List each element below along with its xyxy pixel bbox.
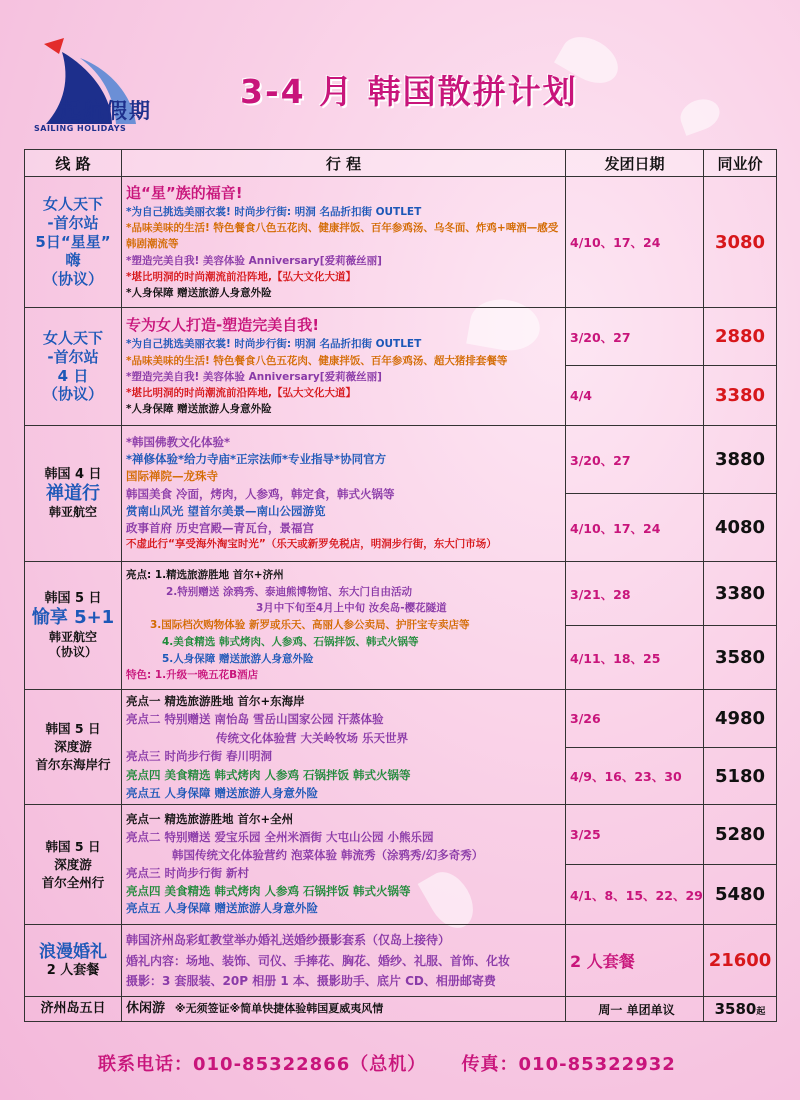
itinerary-line: 亮点四 美食精选 韩式烤肉 人参鸡 石锅拌饭 韩式火锅等 xyxy=(126,883,411,898)
itinerary-cell xyxy=(122,997,566,1022)
itinerary-line: 韩国传统文化体验营约 泡菜体验 韩流秀（涂鸦秀/幻多奇秀） xyxy=(172,848,484,863)
itinerary-line: 亮点三 时尚步行街 新村 xyxy=(126,865,250,880)
fax-label: 传真： xyxy=(461,1054,519,1075)
price-value: 2880 xyxy=(704,308,777,366)
itinerary-line: 传统文化体验营 大关岭牧场 乐天世界 xyxy=(216,730,409,745)
route-line: -首尔站 xyxy=(47,213,99,232)
itinerary-line: *人身保障 赠送旅游人身意外险 xyxy=(126,403,272,416)
route-cell xyxy=(25,562,122,690)
route-line: -首尔站 xyxy=(47,347,99,366)
itinerary-cell xyxy=(122,925,566,997)
route-line: （协议） xyxy=(42,270,103,289)
itinerary-line: 亮点四 美食精选 韩式烤肉 人参鸡 石锅拌饭 韩式火锅等 xyxy=(126,767,411,782)
table-row xyxy=(25,177,777,308)
petal-decoration xyxy=(676,94,724,136)
itinerary-line: 政事首府 历史宫殿—青瓦台，景福宫 xyxy=(126,521,315,536)
route-cell xyxy=(25,805,122,925)
itinerary-line: 亮点一 精选旅游胜地 首尔+全州 xyxy=(126,812,294,827)
route-line: 韩亚航空 xyxy=(48,629,97,644)
price-value: 3580 xyxy=(714,1000,757,1019)
price-value: 4980 xyxy=(704,690,777,748)
itinerary-cell xyxy=(122,426,566,562)
itinerary-line: *为自己挑选美丽衣裳! 时尚步行街: 明洞 名品折扣街 OUTLET xyxy=(126,205,422,218)
price-value: 21600 xyxy=(704,925,777,997)
route-line: 5日“星星” xyxy=(35,232,111,251)
itinerary-line: *人身保障 赠送旅游人身意外险 xyxy=(126,287,272,300)
route-cell xyxy=(25,426,122,562)
contact-footer xyxy=(98,1050,676,1076)
itinerary-line: 亮点二 特别赠送 南怡岛 雪岳山国家公园 汗蒸体验 xyxy=(126,712,384,727)
departure-date: 3/26 xyxy=(566,690,704,748)
itinerary-line: 亮点一 精选旅游胜地 首尔+东海岸 xyxy=(126,694,305,708)
route-line: 韩国 5 日 xyxy=(45,838,101,854)
itinerary-line: 婚礼内容：场地、装饰、司仪、手捧花、胸花、婚纱、礼服、首饰、化妆 xyxy=(126,953,511,968)
route-line: 首尔东海岸行 xyxy=(35,757,111,773)
itinerary-line: 韩国美食 冷面，烤肉，人参鸡，韩定食，韩式火锅等 xyxy=(126,486,395,501)
itinerary-line: *品味美味的生活! 特色餐食八色五花肉、健康拌饭、百年参鸡汤、乌冬面、炸鸡+啤酒—感受韩剧潮流等 xyxy=(126,221,559,251)
itinerary-headline: 追“星”族的福音! xyxy=(126,183,243,202)
itinerary-line: 3.国际档次购物体验 新罗或乐天、高丽人参公卖局、护肝宝专卖店等 xyxy=(150,619,470,632)
itinerary-line: *为自己挑选美丽衣裳! 时尚步行街: 明洞 名品折扣街 OUTLET xyxy=(126,338,422,351)
itinerary-line: *堪比明洞的时尚潮流前沿阵地,【弘大文化大道】 xyxy=(126,270,356,283)
departure-date: 4/10、17、24 xyxy=(566,177,704,308)
table-row xyxy=(25,690,777,748)
itinerary-line: 不虚此行“享受海外淘宝时光”（乐天或新罗免税店，明洞步行街，东大门市场） xyxy=(126,538,497,551)
departure-date: 4/9、16、23、30 xyxy=(566,747,704,805)
tel-label: 联系电话： xyxy=(98,1054,193,1075)
table-row xyxy=(25,426,777,494)
itinerary-line: *塑造完美自我! 美容体验 Anniversary[爱莉薇丝丽] xyxy=(126,254,382,267)
itinerary-cell xyxy=(122,805,566,925)
route-line: （协议） xyxy=(48,644,97,659)
route-cell xyxy=(25,177,122,308)
itinerary-line: 摄影：3 套服装、20P 相册 1 本、摄影助手、底片 CD、相册邮寄费 xyxy=(126,974,496,989)
itinerary-line: 韩国济州岛彩虹教堂举办婚礼送婚纱摄影套系（仅岛上接待） xyxy=(126,933,451,948)
route-cell xyxy=(25,690,122,805)
header-price: 同业价 xyxy=(704,150,777,177)
route-line: 2 人套餐 xyxy=(46,963,100,979)
price-value: 4080 xyxy=(704,494,777,562)
route-line: （协议） xyxy=(42,385,103,404)
table-row xyxy=(25,308,777,366)
table-row xyxy=(25,925,777,997)
departure-date: 4/11、18、25 xyxy=(566,626,704,690)
departure-date: 周一 单团单议 xyxy=(566,997,704,1022)
route-line: 女人天下 xyxy=(42,329,103,347)
itinerary-line: 国际禅院—龙珠寺 xyxy=(126,469,218,484)
route-line: 4 日 xyxy=(57,366,89,385)
departure-date: 3/20、27 xyxy=(566,426,704,494)
departure-date: 3/20、27 xyxy=(566,308,704,366)
itinerary-headline: 专为女人打造-塑造完美自我! xyxy=(126,316,320,335)
itinerary-line: *品味美味的生活! 特色餐食八色五花肉、健康拌饭、百年参鸡汤、超大猪排套餐等 xyxy=(126,354,508,367)
departure-date: 3/21、28 xyxy=(566,562,704,626)
price-value: 3580 xyxy=(704,626,777,690)
route-cell xyxy=(25,308,122,426)
itinerary-line: 2.特别赠送 涂鸦秀、泰迪熊博物馆、东大门自由活动 xyxy=(166,585,412,598)
itinerary-line: 3月中下旬至4月上中旬 汝矣岛-樱花隧道 xyxy=(256,602,447,615)
route-line: 深度游 xyxy=(54,739,92,755)
price-value: 3880 xyxy=(704,426,777,494)
itinerary-cell xyxy=(122,177,566,308)
itinerary-line: *禅修体验*给力寺庙*正宗法师*专业指导*协同官方 xyxy=(126,452,387,467)
itinerary-cell xyxy=(122,690,566,805)
route-line: 韩国 5 日 xyxy=(45,720,101,736)
route-line: 韩国 5 日 xyxy=(44,591,102,607)
itinerary-line: 亮点三 时尚步行街 春川明洞 xyxy=(126,749,273,764)
brand-subtitle: SAILING HOLIDAYS xyxy=(34,124,127,133)
table-row xyxy=(25,562,777,626)
itinerary-line: *韩国佛教文化体验* xyxy=(126,434,231,449)
departure-date: 2 人套餐 xyxy=(566,925,704,997)
header-itinerary: 行 程 xyxy=(122,150,566,177)
route-line: 首尔全州行 xyxy=(41,874,105,890)
price-value: 5280 xyxy=(704,805,777,865)
itinerary-line: 亮点五 人身保障 赠送旅游人身意外险 xyxy=(126,785,319,800)
itinerary-line: 特色: 1.升级一晚五花B酒店 xyxy=(126,669,259,682)
header-dates: 发团日期 xyxy=(566,150,704,177)
price-cell xyxy=(704,997,777,1022)
itinerary-label: 休闲游 xyxy=(126,1001,166,1017)
table-header-row xyxy=(25,150,777,177)
route-line: 嗨 xyxy=(65,251,81,270)
table-row xyxy=(25,805,777,865)
tour-table xyxy=(24,149,777,1022)
departure-date: 4/4 xyxy=(566,366,704,426)
itinerary-line: 亮点: 1.精选旅游胜地 首尔+济州 xyxy=(126,568,284,581)
route-line: 浪漫婚礼 xyxy=(39,942,107,963)
itinerary-note: ※无须签证※简单快捷体验韩国夏威夷风情 xyxy=(174,1002,384,1016)
route-line: 韩亚航空 xyxy=(48,505,97,520)
itinerary-line: *塑造完美自我! 美容体验 Anniversary[爱莉薇丝丽] xyxy=(126,370,382,383)
route-cell: 济州岛五日 xyxy=(25,997,122,1022)
route-line: 禅道行 xyxy=(46,482,100,504)
itinerary-line: 亮点二 特别赠送 爱宝乐园 全州米酒街 大屯山公园 小熊乐园 xyxy=(126,830,434,845)
tel-number: 010-85322866（总机） xyxy=(193,1054,427,1075)
departure-date: 3/25 xyxy=(566,805,704,865)
brand-name: 起航假期 xyxy=(60,99,152,123)
itinerary-line: 赏南山风光 望首尔美景—南山公园游览 xyxy=(126,503,326,518)
header-route: 线 路 xyxy=(25,150,122,177)
price-suffix: 起 xyxy=(756,1007,766,1018)
route-cell xyxy=(25,925,122,997)
price-value: 5480 xyxy=(704,865,777,925)
price-value: 3080 xyxy=(704,177,777,308)
price-value: 3380 xyxy=(704,366,777,426)
departure-date: 4/10、17、24 xyxy=(566,494,704,562)
price-value: 5180 xyxy=(704,747,777,805)
table-row xyxy=(25,997,777,1022)
price-value: 3380 xyxy=(704,562,777,626)
fax-number: 010-85322932 xyxy=(518,1054,676,1075)
itinerary-cell xyxy=(122,308,566,426)
page-title: 3-4 月 韩国散拼计划 xyxy=(240,72,578,111)
route-line: 女人天下 xyxy=(42,195,103,214)
itinerary-line: *堪比明洞的时尚潮流前沿阵地,【弘大文化大道】 xyxy=(126,387,356,400)
itinerary-line: 5.人身保障 赠送旅游人身意外险 xyxy=(162,652,314,665)
route-line: 韩国 4 日 xyxy=(44,466,102,482)
route-line: 深度游 xyxy=(54,856,92,872)
route-line: 愉享 5+1 xyxy=(31,607,115,629)
itinerary-cell xyxy=(122,562,566,690)
itinerary-line: 4.美食精选 韩式烤肉、人参鸡、石锅拌饭、韩式火锅等 xyxy=(162,635,419,648)
itinerary-line: 亮点五 人身保障 赠送旅游人身意外险 xyxy=(126,901,319,916)
departure-date: 4/1、8、15、22、29 xyxy=(566,865,704,925)
